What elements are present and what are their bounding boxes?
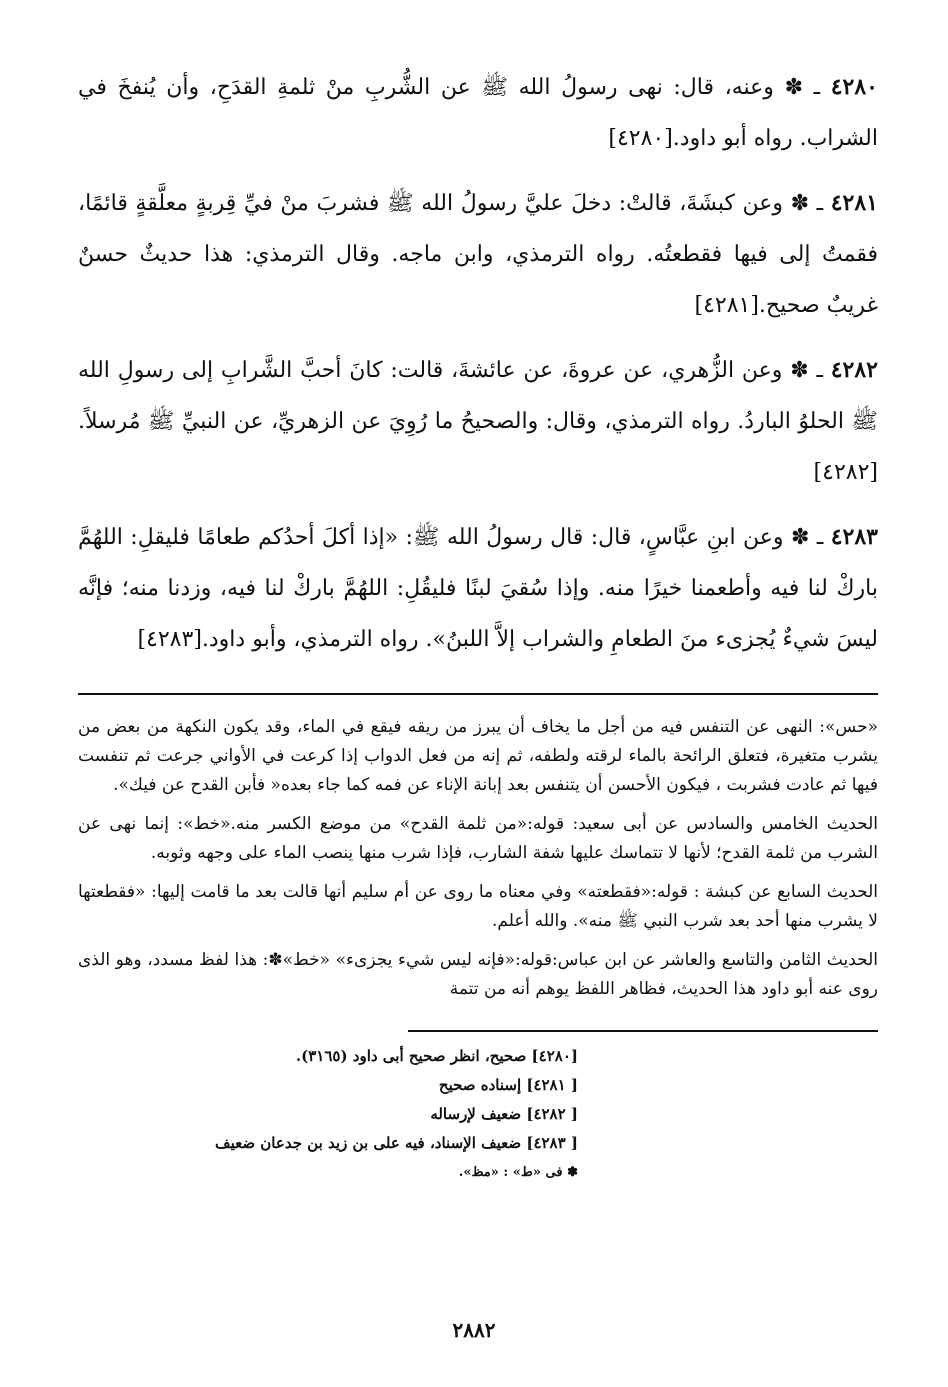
commentary-paragraph: الحديث السابع عن كبشة : قوله:«فقطعته» وفي معناه ما روى عن أم سليم أنها قالت بعد ما قامت إليها: «فقطعتها لا يشرب منها أحد بعد شرب النبي ﷺ منه». والله أعلم.	[78, 882, 878, 931]
takhrij-divider	[408, 1030, 878, 1032]
commentary-section	[78, 713, 878, 1004]
takhrij-item: [٤٢٨٠] صحيح، انظر صحيح أبى داود (٣١٦٥).	[295, 1047, 578, 1065]
commentary-paragraph: «حس»: النهى عن التنفس فيه من أجل ما يخاف أن يبرز من ريقه فيقع في الماء، وقد يكون النكهة من بعض من يشرب متغيرة، فتعلق الرائحة بالماء لرقته ولطفه، ثم إنه من فعل الدواب إذا كرعت في الأواني جرعت ثم تنفست فيها ثم عادت فشربت ، فيكون الأحسن أن يتنفس بعد إبانة الإناء عن فمه كما جاء بعده« فأبن القدح عن فيك».	[78, 717, 878, 795]
hadith-text: ـ ✽ وعنه، قال: نهى رسولُ الله ﷺ عن الشُّربِ منْ ثلمةِ القدَحِ، وأن يُنفخَ في الشراب. رواه أبو داود.[٤٢٨٠]	[78, 75, 878, 151]
hadith-4282	[78, 345, 878, 498]
hadith-text: ـ ✽ وعن ابنِ عبَّاسٍ، قال: قال رسولُ الله ﷺ: «إذا أكلَ أحدُكم طعامًا فليقلِ: اللهُمَّ باركْ لنا فيه وأطعمنا خيرًا منه. وإذا سُقيَ لبنًا فليقُلِ: اللهُمَّ باركْ لنا فيه، وزدنا منه؛ فإنَّه ليسَ شيءٌ يُجزىء منَ الطعامِ والشراب إلاَّ اللبنُ». رواه الترمذي، وأبو داود.[٤٢٨٣]	[78, 525, 878, 652]
hadith-text: ـ ✽ وعن كبشَةَ، قالتْ: دخلَ عليَّ رسولُ الله ﷺ فشربَ منْ فيِّ قِربةٍ معلَّقةٍ قائمًا، فقمتُ إلى فيها فقطعتُه. رواه الترمذي، وابن ماجه. وقال الترمذي: هذا حديثٌ حسنٌ غريبٌ صحيح.[٤٢٨١]	[78, 191, 878, 318]
page-number: ٢٨٨٢	[452, 1318, 496, 1342]
hadith-4280	[78, 62, 878, 164]
commentary-paragraph: الحديث الخامس والسادس عن أبى سعيد: قوله:«من ثلمة القدح» من موضع الكسر منه.«خط»: إنما نهى عن الشرب من ثلمة القدح؛ لأنها لا تتماسك عليها شفة الشارب، فإذا شرب منها ينصب الماء على وجهه وثوبه.	[78, 814, 878, 863]
main-text	[78, 62, 878, 665]
main-divider	[78, 693, 878, 695]
hadith-number: ٤٢٨٢	[830, 357, 878, 383]
hadith-4283	[78, 512, 878, 665]
hadith-number: ٤٢٨٠	[830, 74, 878, 100]
hadith-4281	[78, 178, 878, 331]
takhrij-section	[78, 1042, 878, 1187]
hadith-number: ٤٢٨١	[830, 190, 878, 216]
commentary-paragraph: الحديث الثامن والتاسع والعاشر عن ابن عباس:قوله:«فإنه ليس شيء يجزىء» «خط»✽: هذا لفظ مسدد، وهو الذى روى عنه أبو داود هذا الحديث، فظاهر اللفظ يوهم أنه من تتمة	[78, 950, 878, 999]
takhrij-item: [ ٤٢٨٣] ضعيف الإسناد، فيه على بن زيد بن جدعان ضعيف	[215, 1134, 578, 1152]
hadith-text: ـ ✽ وعن الزُّهري، عن عروةَ، عن عائشةَ، قالت: كانَ أحبَّ الشَّرابِ إلى رسولِ الله ﷺ الحلوُ الباردُ. رواه الترمذي، وقال: والصحيحُ ما رُوِيَ عن الزهريِّ، عن النبيِّ ﷺ مُرسلاً.[٤٢٨٢]	[78, 358, 878, 485]
footnote: ✽ فى «ط» : «مظ».	[458, 1165, 578, 1180]
takhrij-item: [ ٤٢٨١] إسناده صحيح	[438, 1076, 578, 1094]
takhrij-item: [ ٤٢٨٢] ضعيف لإرساله	[430, 1105, 578, 1123]
hadith-number: ٤٢٨٣	[830, 524, 878, 550]
